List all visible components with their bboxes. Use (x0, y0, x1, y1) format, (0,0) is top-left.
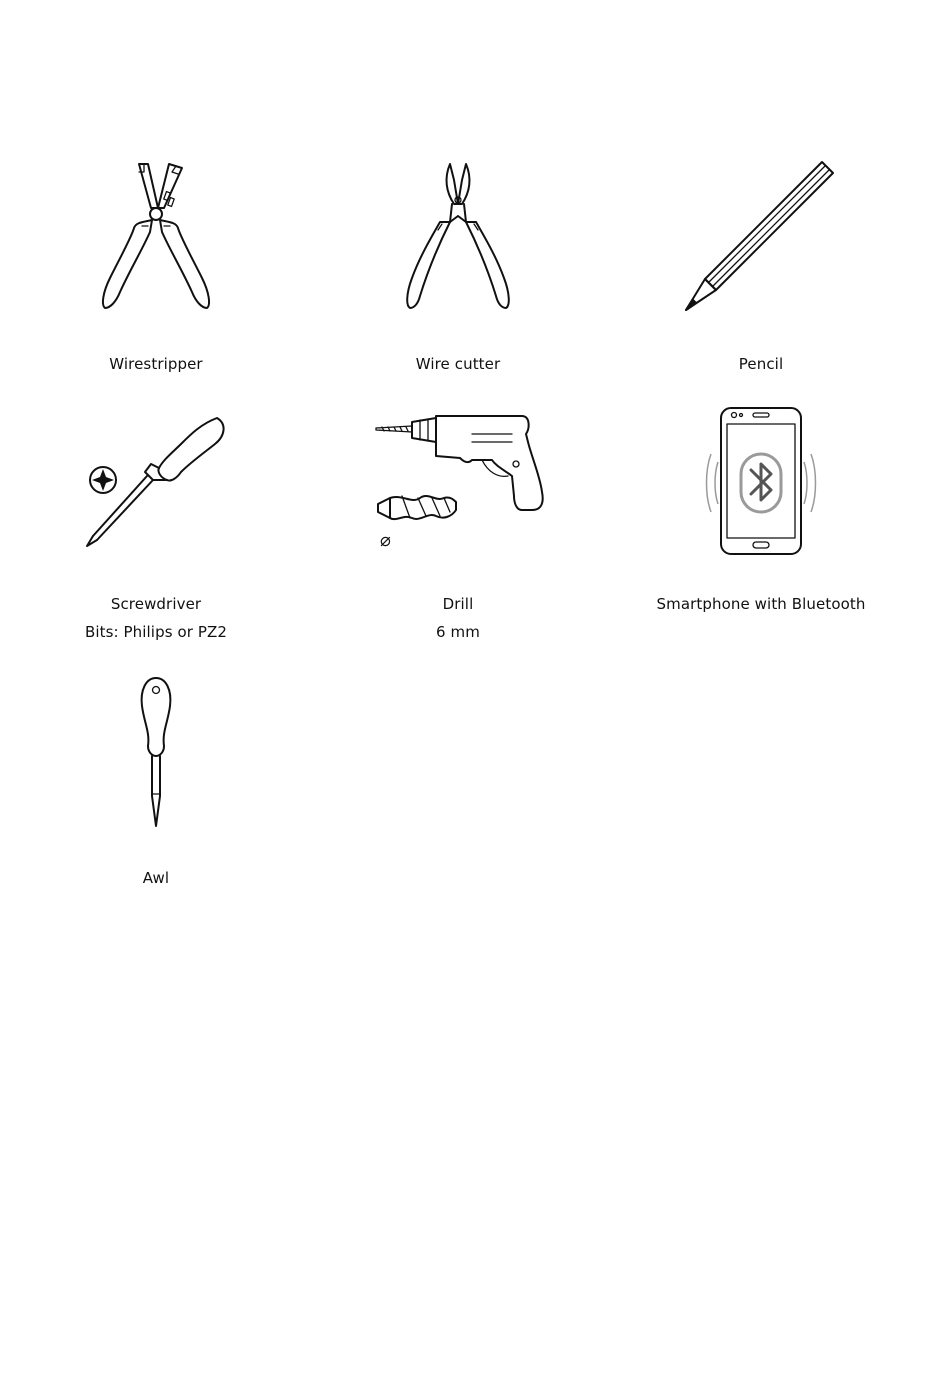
awl-icon (126, 676, 186, 828)
tool-name: Awl (142, 869, 170, 887)
tool-name: Wirestripper (109, 355, 203, 373)
tool-detail: Bits: Philips or PZ2 (84, 623, 228, 641)
tool-wire-cutter (308, 160, 608, 378)
tool-wirestripper (6, 160, 306, 378)
philips-bit-icon (90, 467, 116, 493)
tool-name: Screwdriver (110, 595, 202, 613)
tool-awl (6, 676, 306, 892)
bluetooth-icon (741, 454, 781, 512)
screwdriver-icon (81, 406, 231, 556)
tool-drill (308, 406, 608, 646)
tool-name: Smartphone with Bluetooth (656, 595, 866, 613)
tool-name: Wire cutter (415, 355, 501, 373)
tool-screwdriver (6, 406, 306, 646)
tool-detail: 6 mm (436, 623, 480, 641)
pencil-icon (681, 160, 841, 312)
drill-diameter-symbol: ⌀ (380, 530, 391, 551)
masonry-bit-icon (378, 496, 456, 519)
tool-pencil (611, 160, 911, 378)
tool-smartphone (611, 406, 911, 618)
wirestripper-icon (96, 160, 216, 312)
tool-name: Pencil (738, 355, 784, 373)
tool-name: Drill (442, 595, 474, 613)
wire-cutter-icon (398, 160, 518, 312)
drill-icon (372, 406, 544, 556)
smartphone-bluetooth-icon (701, 406, 821, 556)
